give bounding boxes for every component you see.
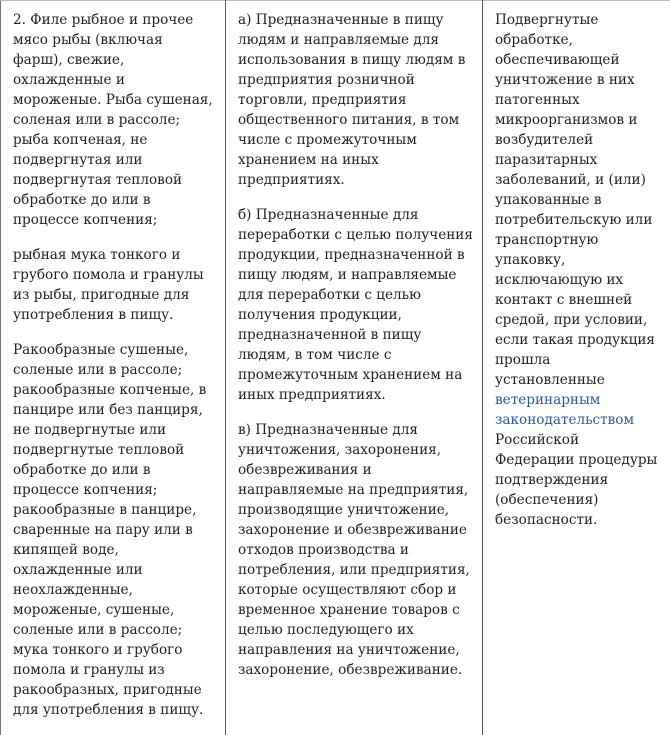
conditions-cell <box>483 1 670 735</box>
purpose-cell <box>226 1 483 735</box>
veterinary-legislation-link[interactable]: ветеринарным законодательством <box>495 392 634 428</box>
crustaceans-paragraph: Ракообразные сушеные, соленые или в рассоле; ракообразные копченые, в панцире или без панциря, не подвергнутые или подвергнутые тепловой обработке до или в процессе копчения; ракообразные в панцире, сваренные на пару или в кипящей воде, охлажденные или неохлажденные, мороженые, сушеные, соленые или в рассоле; мука тонкого и грубого помола и гранулы из ракообразных, пригодные для употребления в пищу. <box>13 340 216 720</box>
purpose-item-b: б) Предназначенные для переработки с целью получения продукции, предназначенной в пищу людям, и направляемые для переработки с целью получения продукции, предназначенной в пищу людям, в том числе с промежуточным хранением на иных предприятиях. <box>238 205 473 405</box>
conditions-text-before-link: Подвергнутые обработке, обеспечивающей уничтожение в них патогенных микроорганизмов и возбудителей паразитарных заболеваний, и (или) упакованные в потребительскую или транспортную упаковку, исключающую их контакт с внешней средой, при условии, если такая продукция прошла установленные <box>495 12 655 388</box>
purpose-item-v: в) Предназначенные для уничтожения, захоронения, обезвреживания и направляемые на предприятия, производящие уничтожение, захоронение и обезвреживание отходов производства и потребления, или предприятия, которые осуществляют сбор и временное хранение товаров с целью последующего их направления на уничтожение, захоронение, обезвреживание. <box>238 420 473 680</box>
product-description-cell <box>1 1 226 735</box>
conditions-text-after-link: Российской Федерации процедуры подтверждения (обеспечения) безопасности. <box>495 432 657 528</box>
conditions-paragraph <box>495 10 662 530</box>
table-row <box>1 1 670 735</box>
fish-fillet-paragraph: 2. Филе рыбное и прочее мясо рыбы (включая фарш), свежие, охлажденные и мороженые. Рыба сушеная, соленая или в рассоле; рыба копченая, не подвергнутая или подвергнутая тепловой обработке до или в процессе копчения; <box>13 10 216 230</box>
purpose-item-a: а) Предназначенные в пищу людям и направляемые для использования в пищу людям в предприятия розничной торговли, предприятия общественного питания, в том числе с промежуточным хранением на иных предприятиях. <box>238 10 473 190</box>
fish-meal-paragraph: рыбная мука тонкого и грубого помола и гранулы из рыбы, пригодные для употребления в пищу. <box>13 245 216 325</box>
